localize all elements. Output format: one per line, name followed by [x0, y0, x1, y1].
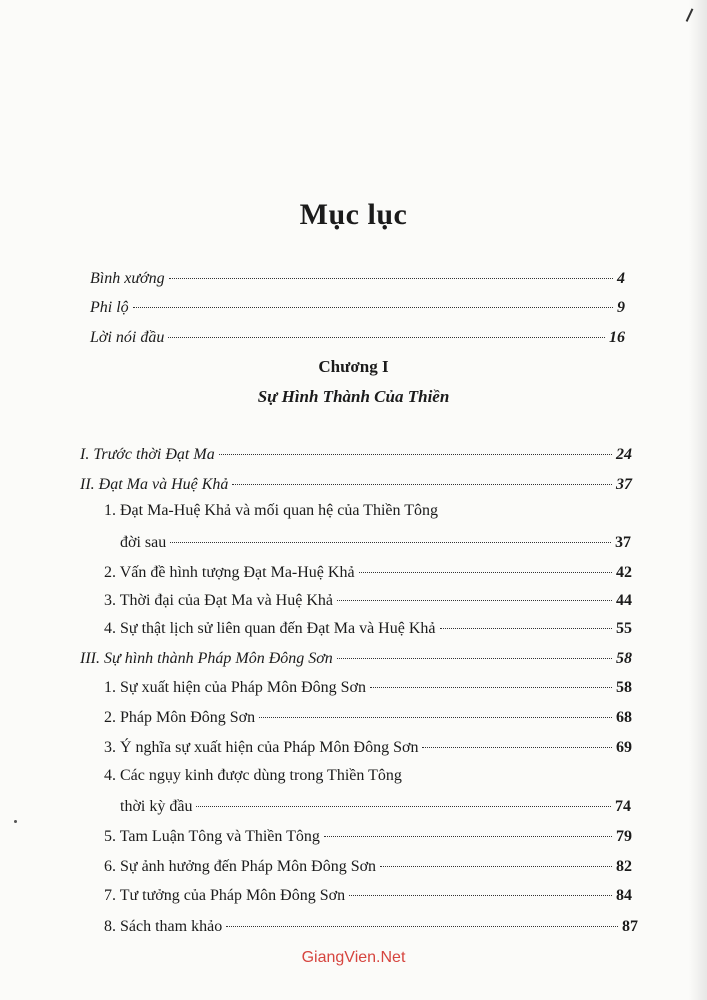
toc-subsection-7 — [104, 739, 632, 757]
toc-subsection-4 — [104, 620, 632, 638]
page-edge-shadow — [689, 0, 707, 1000]
dot-leader — [170, 542, 611, 543]
dot-leader — [324, 836, 612, 837]
chapter-title: Sự Hình Thành Của Thiền — [257, 387, 450, 406]
dot-leader — [337, 600, 612, 601]
toc-subsection-3 — [104, 592, 632, 610]
toc-page: 74 — [615, 798, 631, 815]
toc-page: 37 — [616, 476, 632, 493]
toc-page: 69 — [616, 739, 632, 756]
dot-leader — [168, 337, 605, 338]
dot-leader — [133, 307, 613, 308]
dot-leader — [422, 747, 612, 748]
toc-subsection-12 — [104, 918, 638, 936]
dot-leader — [232, 484, 612, 485]
toc-page: 82 — [616, 858, 632, 875]
toc-section-3 — [80, 650, 632, 668]
dot-leader — [226, 926, 618, 927]
toc-label: 3. Ý nghĩa sự xuất hiện của Pháp Môn Đông Sơn — [104, 739, 419, 756]
toc-label: 5. Tam Luận Tông và Thiền Tông — [104, 828, 320, 845]
toc-page: 84 — [616, 887, 632, 904]
dot-leader — [219, 454, 612, 455]
toc-page: 37 — [615, 534, 631, 551]
dot-leader — [196, 806, 611, 807]
toc-subsection-label: 4. Các ngụy kinh được dùng trong Thiền Tông — [104, 767, 402, 784]
toc-page: 4 — [617, 270, 625, 287]
toc-page: 44 — [616, 592, 632, 609]
toc-label: 8. Sách tham khảo — [104, 918, 223, 935]
toc-subsection-10 — [104, 858, 632, 876]
toc-subsection-label: 1. Đạt Ma-Huệ Khả và mối quan hệ của Thiền Tông — [104, 502, 438, 519]
toc-label: II. Đạt Ma và Huệ Khả — [80, 476, 229, 493]
toc-page: 9 — [617, 299, 625, 316]
toc-subsection-6 — [104, 709, 632, 727]
dot-leader — [359, 572, 612, 573]
dot-leader — [169, 278, 613, 279]
dot-leader — [440, 628, 613, 629]
toc-page: 42 — [616, 564, 632, 581]
toc-label: 3. Thời đại của Đạt Ma và Huệ Khả — [104, 592, 333, 609]
toc-page: 87 — [622, 918, 638, 935]
dot-leader — [380, 866, 612, 867]
toc-label: III. Sự hình thành Pháp Môn Đông Sơn — [80, 650, 333, 667]
toc-page: 58 — [616, 650, 632, 667]
toc-section-2 — [80, 476, 632, 494]
toc-page: 68 — [616, 709, 632, 726]
toc-subsection-1 — [120, 534, 631, 552]
toc-label-continuation: thời kỳ đầu — [120, 798, 193, 815]
toc-label-continuation: đời sau — [120, 534, 167, 551]
toc-page: 24 — [616, 446, 632, 463]
toc-entry-front-3 — [90, 329, 625, 347]
toc-label: 2. Pháp Môn Đông Sơn — [104, 709, 256, 726]
toc-entry-front-1 — [90, 270, 625, 288]
scan-speck — [14, 820, 17, 823]
toc-page: 55 — [616, 620, 632, 637]
dot-leader — [370, 687, 612, 688]
toc-subsection-5 — [104, 679, 632, 697]
chapter-number: Chương I — [318, 357, 389, 376]
toc-subsection-2 — [104, 564, 632, 582]
toc-label: 2. Vấn đề hình tượng Đạt Ma-Huệ Khả — [104, 564, 355, 581]
dot-leader — [349, 895, 612, 896]
toc-page: 16 — [609, 329, 625, 346]
toc-subsection-8 — [120, 798, 631, 816]
toc-section-1 — [80, 446, 632, 464]
toc-label: Phi lộ — [90, 299, 129, 316]
toc-label: I. Trước thời Đạt Ma — [80, 446, 215, 463]
toc-page: 79 — [616, 828, 632, 845]
toc-subsection-9 — [104, 828, 632, 846]
toc-label: 1. Sự xuất hiện của Pháp Môn Đông Sơn — [104, 679, 367, 696]
dot-leader — [337, 658, 612, 659]
page-title: Mục lục — [299, 198, 408, 231]
toc-label: Bình xướng — [90, 270, 165, 287]
toc-label: 4. Sự thật lịch sử liên quan đến Đạt Ma và Huệ Khả — [104, 620, 436, 637]
dot-leader — [259, 717, 612, 718]
toc-label: 7. Tư tưởng của Pháp Môn Đông Sơn — [104, 887, 346, 904]
toc-label: 6. Sự ảnh hưởng đến Pháp Môn Đông Sơn — [104, 858, 377, 875]
toc-subsection-11 — [104, 887, 632, 905]
toc-label: Lời nói đầu — [90, 329, 165, 346]
toc-entry-front-2 — [90, 299, 625, 317]
watermark: GiangVien.Net — [301, 949, 406, 966]
toc-page: 58 — [616, 679, 632, 696]
